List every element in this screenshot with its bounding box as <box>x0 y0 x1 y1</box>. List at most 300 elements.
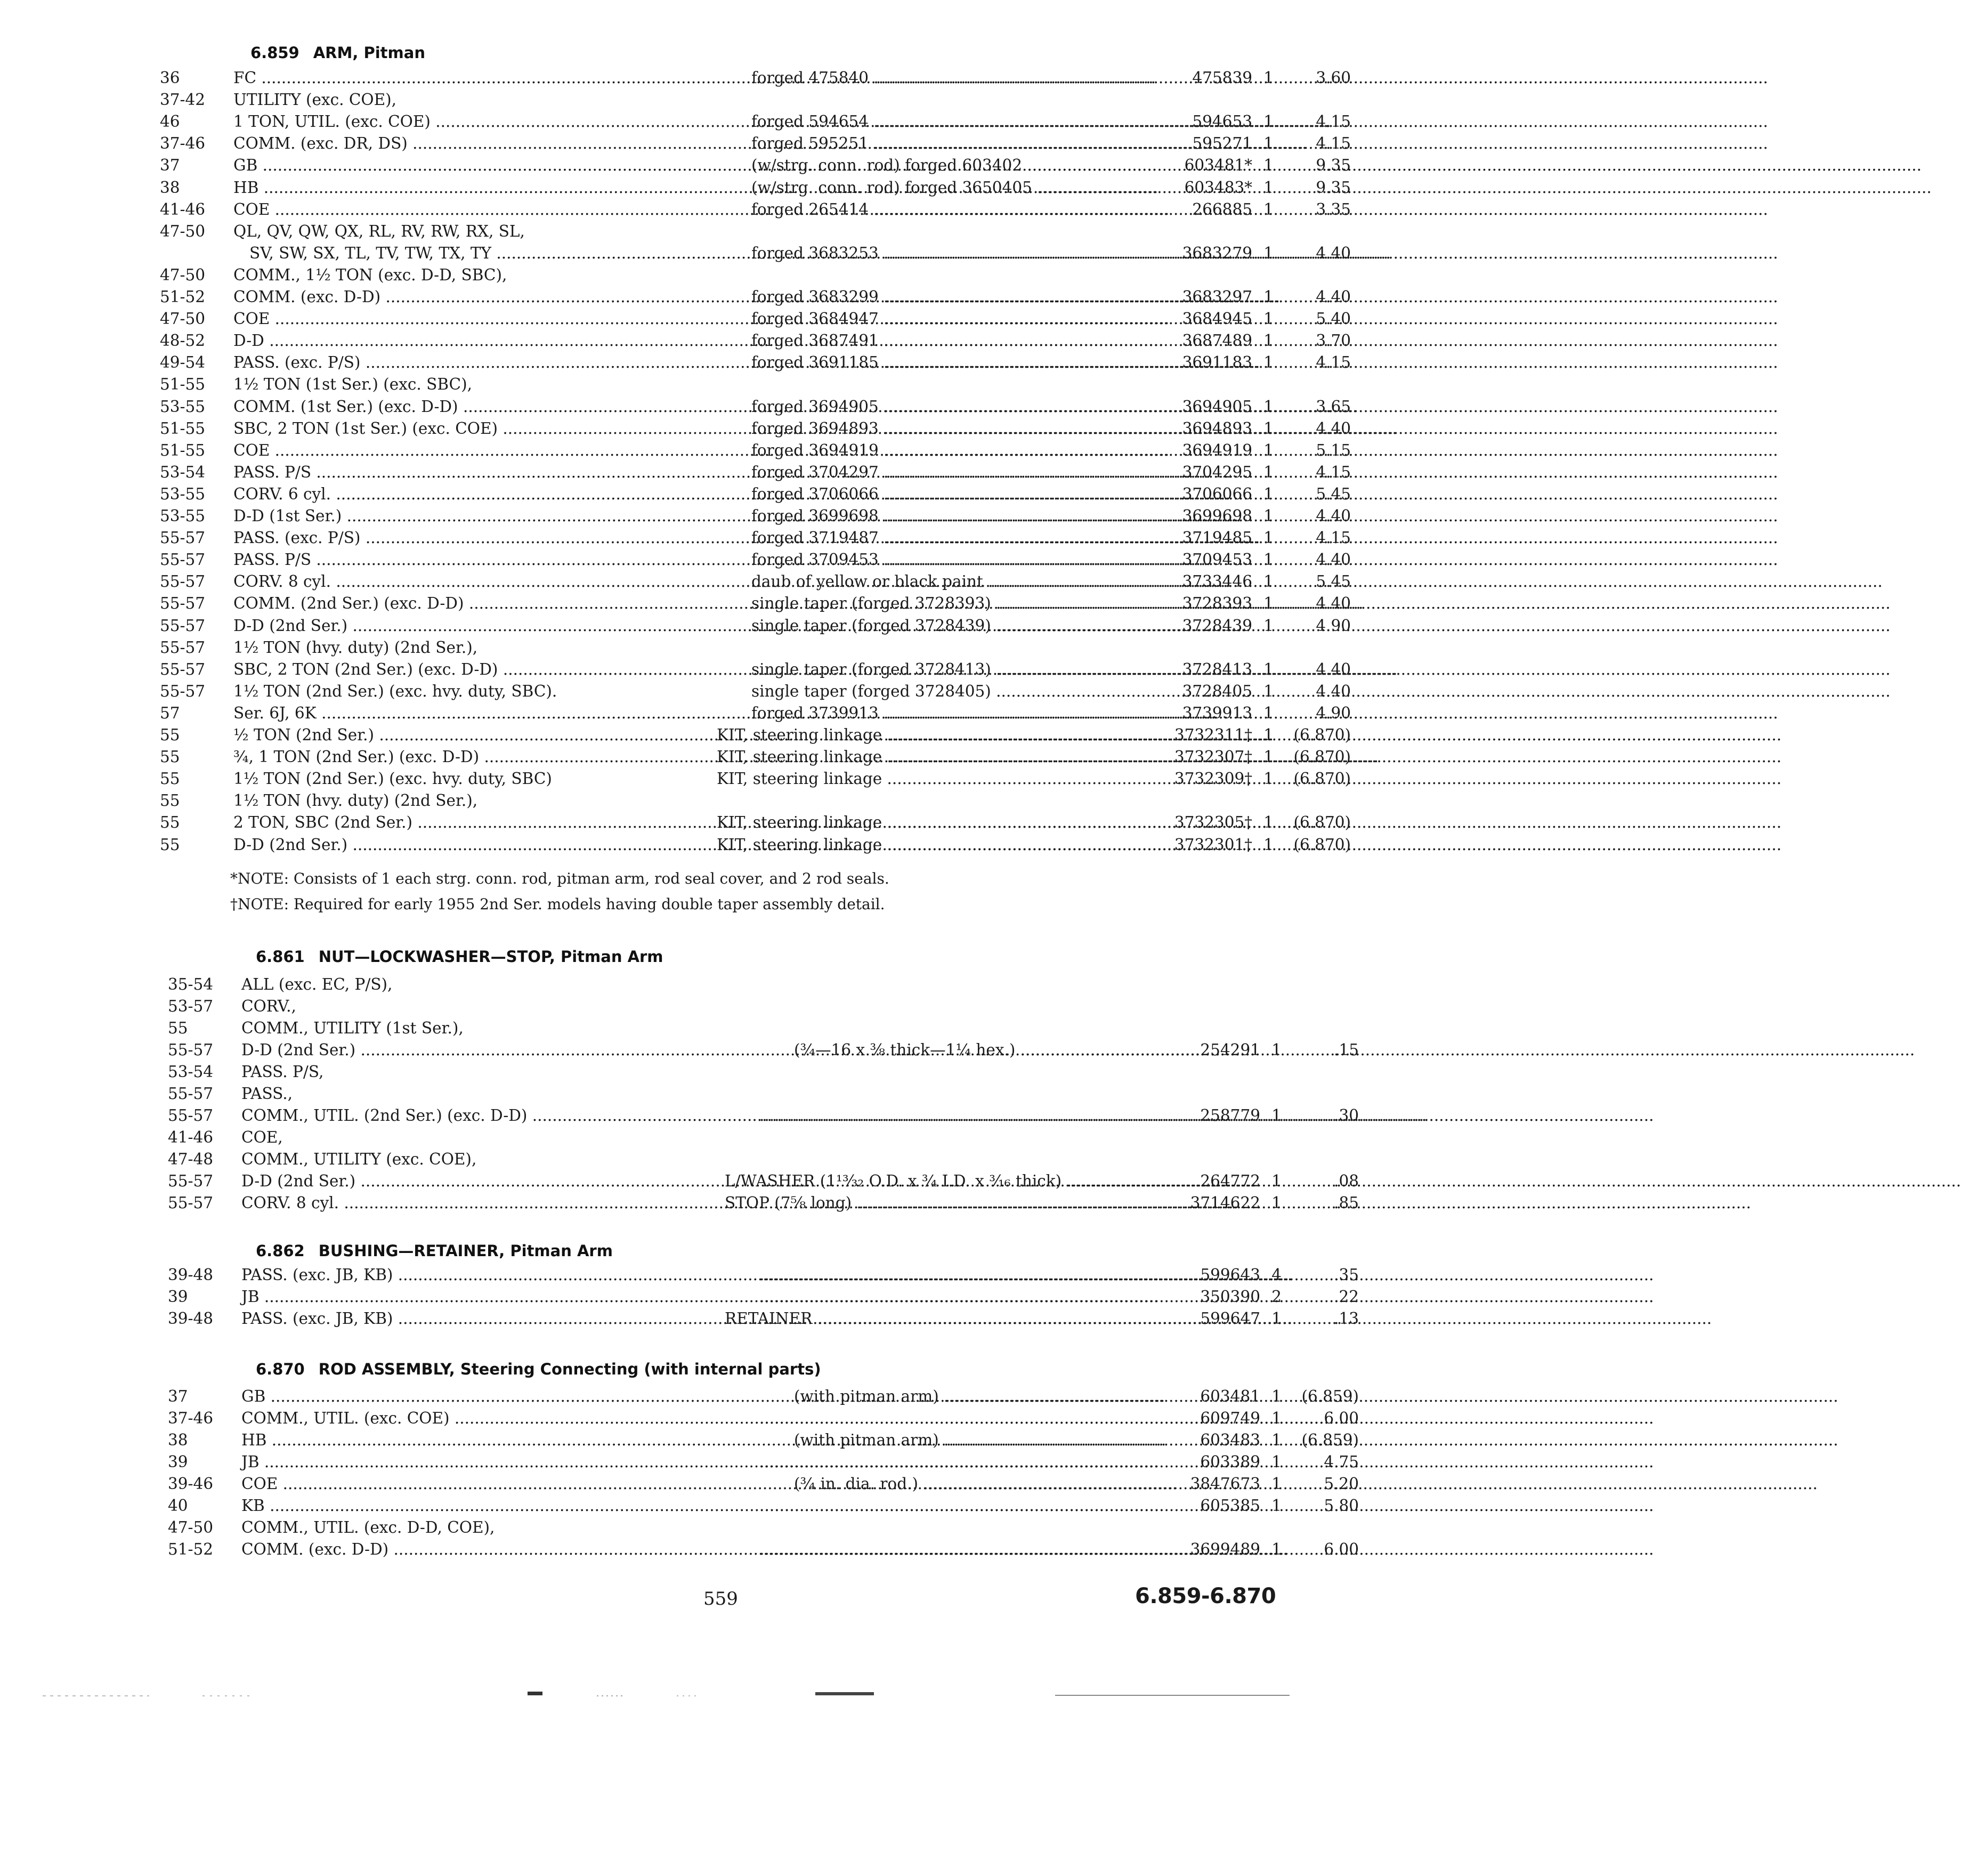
model-description: 1½ TON (hvy. duty) (2nd Ser.), <box>233 791 478 810</box>
model-description: PASS. (exc. JB, KB) ..... <box>241 1264 582 1285</box>
section-number: 6.862 <box>256 1242 305 1260</box>
parts-row <box>168 1473 1359 1494</box>
quantity: 1 <box>1263 441 1274 459</box>
quantity: 1 <box>1263 682 1274 700</box>
part-number: 254291 <box>1200 1041 1260 1059</box>
list-price: 5.15 <box>1316 441 1351 459</box>
model-description: QL, QV, QW, QX, RL, RV, RW, RX, SL, <box>233 222 525 240</box>
parts-row <box>160 593 1351 614</box>
model-description: COMM., UTIL. (exc. COE) ..... <box>241 1408 582 1429</box>
list-price: 4.15 <box>1316 463 1351 481</box>
model-description: COMM. (2nd Ser.) (exc. D-D) ..... <box>233 593 574 614</box>
part-number: 3694893 <box>1182 419 1252 438</box>
list-price: .22 <box>1334 1288 1359 1306</box>
model-description: 1½ TON (hvy. duty) (2nd Ser.), <box>233 638 478 657</box>
quantity: 1 <box>1263 551 1274 569</box>
list-price: .13 <box>1334 1309 1359 1328</box>
part-number: 266885 <box>1192 200 1252 219</box>
list-price: 5.80 <box>1324 1497 1359 1515</box>
model-description: GB ..... <box>241 1386 582 1407</box>
model-description: COE ..... <box>233 199 574 220</box>
part-description: forged 265414 ..... <box>751 199 1127 220</box>
part-description: forged 3687491 ..... <box>751 330 1127 351</box>
quantity: 1 <box>1263 748 1274 766</box>
model-description: UTILITY (exc. COE), <box>233 91 397 109</box>
section-heading-6-861 <box>256 948 663 966</box>
quantity: 1 <box>1263 463 1274 481</box>
quantity: 1 <box>1271 1453 1282 1471</box>
part-number: 603481 <box>1200 1387 1260 1405</box>
part-number: 3732307† <box>1174 748 1252 766</box>
parts-row <box>168 1083 1220 1104</box>
year-range: 55-57 <box>160 660 206 678</box>
parts-row <box>160 571 1351 592</box>
parts-row <box>168 1308 1359 1329</box>
part-description: single taper (forged 3728413) ..... <box>751 659 1127 680</box>
list-price: 3.70 <box>1316 331 1351 350</box>
list-price: 4.15 <box>1316 112 1351 131</box>
model-description: PASS. P/S ..... <box>233 549 574 570</box>
footnote: †NOTE: Required for early 1955 2nd Ser. models having double taper assembly detail. <box>230 895 885 913</box>
model-description: COE, <box>241 1128 283 1146</box>
year-range: 51-52 <box>160 288 206 306</box>
part-number: 603483 <box>1200 1431 1260 1449</box>
parts-row <box>160 724 1351 746</box>
quantity: 1 <box>1263 156 1274 174</box>
quantity: 1 <box>1271 1431 1282 1449</box>
model-description: COMM. (1st Ser.) (exc. D-D) ..... <box>233 396 574 417</box>
part-number: 3691183 <box>1182 353 1252 371</box>
model-description: D-D (2nd Ser.) ..... <box>233 615 574 636</box>
quantity: 1 <box>1271 1309 1282 1328</box>
parts-row <box>168 1127 1220 1148</box>
parts-row <box>160 702 1351 724</box>
list-price: .85 <box>1334 1194 1359 1212</box>
section-title: NUT—LOCKWASHER—STOP, Pitman Arm <box>318 948 663 966</box>
part-description: forged 3709453 ..... <box>751 549 1127 570</box>
list-price: 4.90 <box>1316 704 1351 722</box>
part-description: forged 3684947 ..... <box>751 308 1127 329</box>
year-range: 41-46 <box>168 1128 214 1146</box>
model-description: PASS., <box>241 1085 293 1103</box>
part-description: single taper (forged 3728393) ..... <box>751 593 1127 614</box>
parts-row <box>168 996 1220 1017</box>
parts-row <box>168 1408 1359 1429</box>
parts-row <box>160 768 1351 789</box>
model-description: ALL (exc. EC, P/S), <box>241 975 393 993</box>
list-price: 4.40 <box>1316 288 1351 306</box>
parts-row <box>168 974 1220 995</box>
part-number: 3847673 <box>1190 1475 1260 1493</box>
part-number: 3732305† <box>1174 813 1252 831</box>
year-range: 55-57 <box>168 1194 214 1212</box>
year-range: 55 <box>160 813 180 831</box>
part-number: 3732301† <box>1174 836 1252 854</box>
list-price: 4.15 <box>1316 134 1351 152</box>
part-number: 3728413 <box>1182 660 1252 678</box>
year-range: 46 <box>160 112 180 131</box>
year-range: 41-46 <box>160 200 206 219</box>
parts-row <box>160 177 1351 198</box>
list-price: 5.45 <box>1316 485 1351 503</box>
quantity: 1 <box>1271 1194 1282 1212</box>
parts-row <box>168 1017 1220 1039</box>
part-number: 3699489 <box>1190 1540 1260 1558</box>
part-number: 603389 <box>1200 1453 1260 1471</box>
part-description: KIT, steering linkage ..... <box>717 724 1127 746</box>
part-description: KIT, steering linkage ..... <box>717 834 1127 855</box>
parts-row <box>168 1495 1359 1516</box>
part-description: forged 475840 ..... <box>751 67 1127 88</box>
quantity: 1 <box>1263 836 1274 854</box>
quantity: 1 <box>1263 617 1274 635</box>
quantity: 2 <box>1271 1288 1282 1306</box>
quantity: 1 <box>1263 398 1274 416</box>
model-description: COMM. (exc. DR, DS) ..... <box>233 133 574 154</box>
model-description: 2 TON, SBC (2nd Ser.) ..... <box>233 812 590 833</box>
part-description: KIT, steering linkage ..... <box>717 768 1127 789</box>
year-range: 55 <box>160 791 180 810</box>
quantity: 1 <box>1263 419 1274 438</box>
quantity: 1 <box>1263 179 1274 197</box>
quantity: 1 <box>1263 485 1274 503</box>
part-number: 3694919 <box>1182 441 1252 459</box>
list-price: .35 <box>1334 1266 1359 1284</box>
parts-row <box>160 505 1351 527</box>
part-description: KIT, steering linkage ..... <box>717 746 1127 767</box>
year-range: 55 <box>160 726 180 744</box>
part-number: 599647 <box>1200 1309 1260 1328</box>
model-description: CORV. 6 cyl. ..... <box>233 483 574 505</box>
year-range: 55 <box>160 770 180 788</box>
part-number: 599643 <box>1200 1266 1260 1284</box>
parts-row <box>160 330 1351 351</box>
part-description: forged 595251 ..... <box>751 133 1127 154</box>
parts-row <box>160 155 1351 176</box>
quantity: 1 <box>1271 1497 1282 1515</box>
model-description: COE ..... <box>233 440 574 461</box>
year-range: 53-57 <box>168 997 214 1015</box>
quantity: 1 <box>1271 1106 1282 1125</box>
list-price: 4.90 <box>1316 617 1351 635</box>
model-description: HB ..... <box>241 1429 582 1451</box>
model-description: KB ..... <box>241 1495 582 1516</box>
part-number: 3714622 <box>1190 1194 1260 1212</box>
section-range: 6.859-6.870 <box>1135 1584 1276 1608</box>
parts-row <box>160 396 1351 417</box>
list-price: 3.60 <box>1316 69 1351 87</box>
part-description: KIT, steering linkage ..... <box>717 812 1127 833</box>
year-range: 47-48 <box>168 1150 214 1168</box>
section-title: ROD ASSEMBLY, Steering Connecting (with internal parts) <box>318 1360 821 1378</box>
year-range: 47-50 <box>160 310 206 328</box>
quantity: 1 <box>1263 244 1274 262</box>
model-description: GB ..... <box>233 155 574 176</box>
quantity: 1 <box>1263 507 1274 525</box>
year-range: 38 <box>160 179 180 197</box>
list-price: .15 <box>1334 1041 1359 1059</box>
part-description: (¾—16 x ⅜ thick—1¼ hex.) ..... <box>759 1039 1170 1061</box>
year-range: 51-55 <box>160 375 206 393</box>
part-description: single taper (forged 3728439) ..... <box>751 615 1127 636</box>
year-range: 55-57 <box>160 551 206 569</box>
list-price: (6.870) <box>1293 836 1351 854</box>
parts-row <box>160 681 1351 702</box>
year-range: 55-57 <box>168 1172 214 1190</box>
year-range: 57 <box>160 704 180 722</box>
part-description: (with pitman arm) ..... <box>759 1429 1170 1451</box>
year-range: 35-54 <box>168 975 214 993</box>
parts-row <box>168 1429 1359 1451</box>
list-price: 5.45 <box>1316 572 1351 591</box>
part-description: forged 3694905 ..... <box>751 396 1127 417</box>
model-description: Ser. 6J, 6K ..... <box>233 702 574 724</box>
model-description: D-D (2nd Ser.) ..... <box>241 1170 598 1192</box>
part-description: RETAINER ..... <box>725 1308 1135 1329</box>
parts-row <box>160 308 1351 329</box>
quantity: 1 <box>1263 69 1274 87</box>
list-price: 9.35 <box>1316 179 1351 197</box>
year-range: 55-57 <box>160 594 206 612</box>
model-description: D-D (2nd Ser.) ..... <box>233 834 590 855</box>
model-description: COE ..... <box>233 308 574 329</box>
part-description: forged 3706066 ..... <box>751 483 1127 505</box>
parts-row <box>168 1149 1220 1170</box>
model-description: ¾, 1 TON (2nd Ser.) (exc. D-D) ..... <box>233 746 590 767</box>
model-description: HB ..... <box>233 177 574 198</box>
list-price: 4.40 <box>1316 551 1351 569</box>
list-price: 3.35 <box>1316 200 1351 219</box>
parts-row <box>160 221 1212 242</box>
parts-row <box>160 812 1351 833</box>
year-range: 55-57 <box>160 638 206 657</box>
list-price: .30 <box>1334 1106 1359 1125</box>
parts-row <box>160 462 1351 483</box>
model-description: COMM., UTILITY (1st Ser.), <box>241 1019 464 1037</box>
list-price: 4.15 <box>1316 353 1351 371</box>
model-description: COMM., UTIL. (2nd Ser.) (exc. D-D) ..... <box>241 1105 582 1126</box>
part-number: 350390 <box>1200 1288 1260 1306</box>
parts-row <box>160 67 1351 88</box>
quantity: 1 <box>1263 331 1274 350</box>
quantity: 1 <box>1271 1172 1282 1190</box>
year-range: 53-55 <box>160 485 206 503</box>
parts-row <box>160 352 1351 373</box>
parts-row <box>168 1386 1359 1407</box>
year-range: 51-55 <box>160 441 206 459</box>
parts-row <box>168 1451 1359 1473</box>
parts-row <box>160 418 1351 439</box>
list-price: 4.15 <box>1316 529 1351 547</box>
parts-row <box>160 790 1212 811</box>
section-title: ARM, Pitman <box>313 44 425 62</box>
parts-row <box>160 549 1351 570</box>
parts-row <box>160 659 1351 680</box>
part-description: forged 3704297 ..... <box>751 462 1127 483</box>
model-description: CORV., <box>241 997 296 1015</box>
part-number: 3706066 <box>1182 485 1252 503</box>
list-price: 9.35 <box>1316 156 1351 174</box>
quantity: 1 <box>1263 770 1274 788</box>
year-range: 39 <box>168 1453 188 1471</box>
list-price: .08 <box>1334 1172 1359 1190</box>
year-range: 37 <box>160 156 180 174</box>
part-number: 605385 <box>1200 1497 1260 1515</box>
model-description: SBC, 2 TON (2nd Ser.) (exc. D-D) ..... <box>233 659 574 680</box>
year-range: 55-57 <box>168 1085 214 1103</box>
model-description: PASS. (exc. JB, KB) ..... <box>241 1308 598 1329</box>
list-price: 6.00 <box>1324 1409 1359 1427</box>
year-range: 53-55 <box>160 507 206 525</box>
model-description: SV, SW, SX, TL, TV, TW, TX, TY ..... <box>233 242 590 264</box>
quantity: 1 <box>1263 310 1274 328</box>
quantity: 1 <box>1271 1409 1282 1427</box>
part-number: 595271 <box>1192 134 1252 152</box>
year-range: 37-42 <box>160 91 206 109</box>
part-description: forged 3691185 ..... <box>751 352 1127 373</box>
year-range: 55-57 <box>160 529 206 547</box>
quantity: 1 <box>1263 572 1274 591</box>
list-price: 4.75 <box>1324 1453 1359 1471</box>
parts-row <box>168 1105 1359 1126</box>
quantity: 1 <box>1263 726 1274 744</box>
part-description: forged 3719487 ..... <box>751 527 1127 548</box>
year-range: 37 <box>168 1387 188 1405</box>
section-number: 6.861 <box>256 948 305 966</box>
part-description: (w/strg. conn. rod) forged 3650405 ..... <box>751 177 1127 198</box>
model-description: COMM., 1½ TON (exc. D-D, SBC), <box>233 266 507 284</box>
quantity: 4 <box>1271 1266 1282 1284</box>
part-number: 3732311† <box>1174 726 1252 744</box>
parts-row <box>160 374 1212 395</box>
year-range: 39-48 <box>168 1309 214 1328</box>
parts-row <box>160 111 1351 132</box>
parts-row <box>160 440 1351 461</box>
parts-row <box>168 1539 1359 1560</box>
part-number: 3719485 <box>1182 529 1252 547</box>
year-range: 55-57 <box>168 1041 214 1059</box>
list-price: (6.870) <box>1293 770 1351 788</box>
part-description: daub of yellow or black paint ..... <box>751 571 1127 592</box>
quantity: 1 <box>1263 200 1274 219</box>
part-description: forged 3694919 ..... <box>751 440 1127 461</box>
year-range: 48-52 <box>160 331 206 350</box>
list-price: (6.859) <box>1301 1387 1359 1405</box>
year-range: 40 <box>168 1497 188 1515</box>
part-description: single taper (forged 3728405) ..... <box>751 681 1127 702</box>
model-description: D-D (2nd Ser.) ..... <box>241 1039 582 1061</box>
model-description: 1½ TON (2nd Ser.) (exc. hvy. duty, SBC) <box>233 770 552 788</box>
part-number: 609749 <box>1200 1409 1260 1427</box>
parts-row <box>168 1286 1359 1307</box>
page-number: 559 <box>703 1588 738 1610</box>
section-heading-6-862 <box>256 1242 613 1260</box>
parts-row <box>168 1517 1220 1538</box>
model-description: CORV. 8 cyl. ..... <box>233 571 574 592</box>
part-number: 603481* <box>1184 156 1252 174</box>
parts-row <box>160 89 1212 110</box>
parts-row <box>160 264 1212 286</box>
part-description: (w/strg. conn. rod) forged 603402 ..... <box>751 155 1127 176</box>
year-range: 55-57 <box>160 617 206 635</box>
section-number: 6.859 <box>250 44 299 62</box>
year-range: 51-52 <box>168 1540 214 1558</box>
year-range: 55 <box>160 748 180 766</box>
parts-row <box>168 1061 1220 1082</box>
part-description: forged 3699698 ..... <box>751 505 1127 527</box>
year-range: 39-48 <box>168 1266 214 1284</box>
parts-row <box>168 1170 1359 1192</box>
scan-artifact-line <box>0 1684 1347 1705</box>
model-description: 1½ TON (1st Ser.) (exc. SBC), <box>233 375 473 393</box>
model-description: COE ..... <box>241 1473 582 1494</box>
parts-row <box>160 834 1351 855</box>
list-price: (6.859) <box>1301 1431 1359 1449</box>
parts-row <box>168 1264 1359 1285</box>
parts-row <box>168 1192 1359 1214</box>
model-description: D-D ..... <box>233 330 574 351</box>
model-description: PASS. P/S, <box>241 1063 324 1081</box>
year-range: 53-54 <box>168 1063 214 1081</box>
part-number: 264772 <box>1200 1172 1260 1190</box>
quantity: 1 <box>1263 353 1274 371</box>
year-range: 55 <box>168 1019 188 1037</box>
part-description: (with pitman arm) ..... <box>759 1386 1170 1407</box>
quantity: 1 <box>1263 112 1274 131</box>
model-description: D-D (1st Ser.) ..... <box>233 505 574 527</box>
year-range: 37-46 <box>160 134 206 152</box>
list-price: 4.40 <box>1316 660 1351 678</box>
list-price: 4.40 <box>1316 507 1351 525</box>
quantity: 1 <box>1263 660 1274 678</box>
part-description: forged 594654 ..... <box>751 111 1127 132</box>
parts-row <box>160 746 1351 767</box>
section-heading-6-870 <box>256 1360 821 1378</box>
parts-row <box>160 615 1351 636</box>
model-description: PASS. (exc. P/S) ..... <box>233 527 574 548</box>
parts-row <box>168 1039 1359 1061</box>
part-number: 258779 <box>1200 1106 1260 1125</box>
quantity: 1 <box>1263 813 1274 831</box>
part-description: L/WASHER (1¹³⁄₃₂ O.D. x ¾ I.D. x ³⁄₁₆ thick) ..... <box>725 1170 1135 1192</box>
quantity: 1 <box>1263 529 1274 547</box>
section-heading-6-859 <box>250 44 425 62</box>
model-description: JB ..... <box>241 1451 582 1473</box>
list-price: (6.870) <box>1293 726 1351 744</box>
model-description: FC ..... <box>233 67 574 88</box>
section-number: 6.870 <box>256 1360 305 1378</box>
part-number: 3732309† <box>1174 770 1252 788</box>
model-description: ½ TON (2nd Ser.) ..... <box>233 724 590 746</box>
model-description: COMM., UTILITY (exc. COE), <box>241 1150 477 1168</box>
parts-row <box>160 133 1351 154</box>
model-description: 1½ TON (2nd Ser.) (exc. hvy. duty, SBC). <box>233 682 557 700</box>
year-range: 51-55 <box>160 419 206 438</box>
model-description: PASS. (exc. P/S) ..... <box>233 352 574 373</box>
year-range: 39 <box>168 1288 188 1306</box>
list-price: (6.870) <box>1293 748 1351 766</box>
part-number: 3709453 <box>1182 551 1252 569</box>
part-number: 475839 <box>1192 69 1252 87</box>
model-description: CORV. 8 cyl. ..... <box>241 1192 598 1214</box>
model-description: COMM., UTIL. (exc. D-D, COE), <box>241 1518 495 1537</box>
quantity: 1 <box>1263 134 1274 152</box>
year-range: 55-57 <box>160 682 206 700</box>
year-range: 49-54 <box>160 353 206 371</box>
quantity: 1 <box>1271 1387 1282 1405</box>
year-range: 47-50 <box>168 1518 214 1537</box>
quantity: 1 <box>1263 704 1274 722</box>
